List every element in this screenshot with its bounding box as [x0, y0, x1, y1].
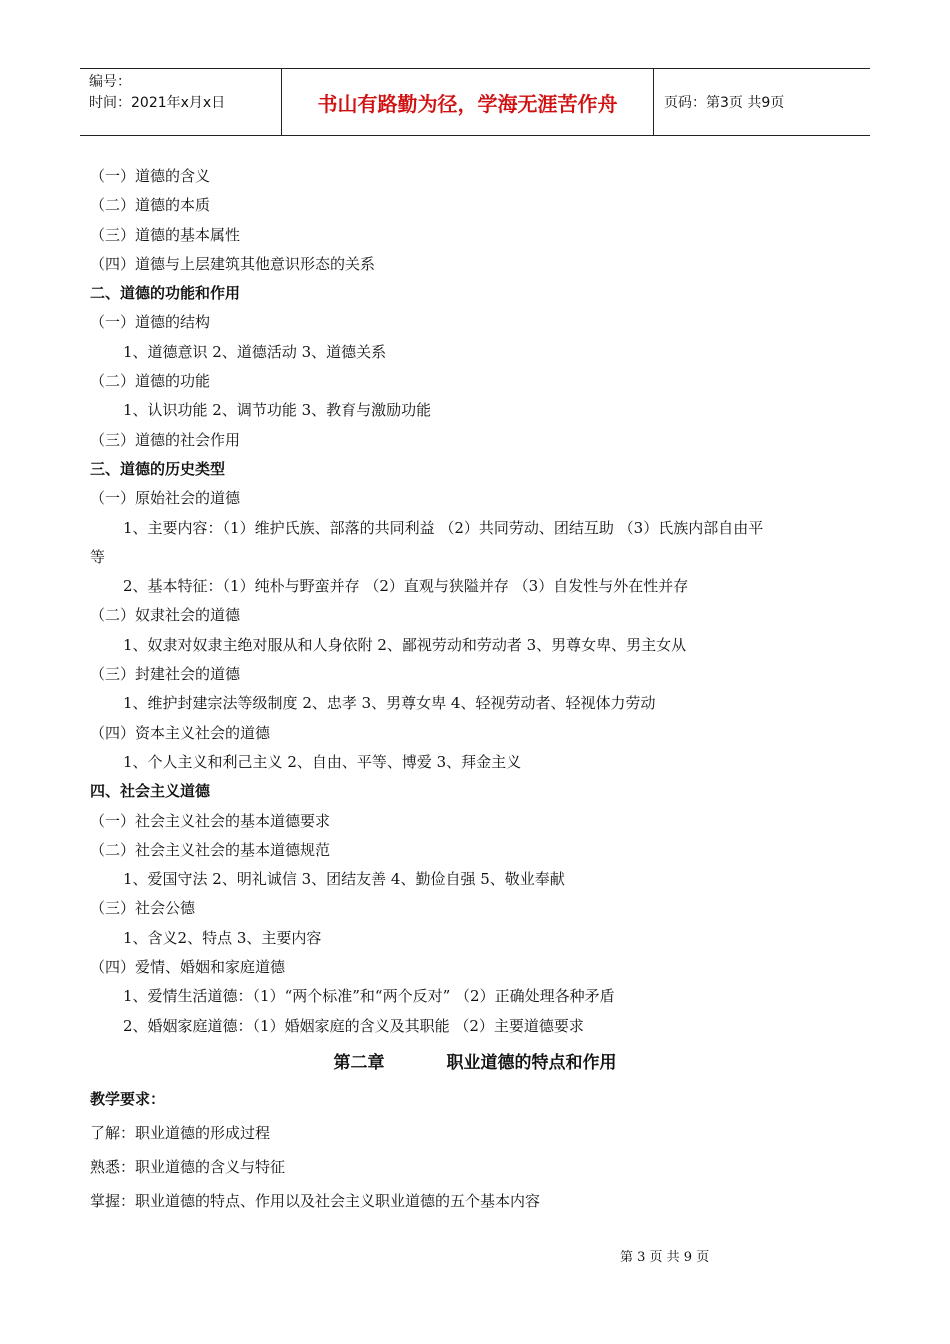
section-heading: 三、道德的历史类型 — [90, 459, 226, 478]
outline-line: （四）道德与上层建筑其他意识形态的关系 — [90, 254, 376, 273]
doc-number-label: 编号： — [89, 74, 131, 90]
outline-line: （三）道德的基本属性 — [90, 225, 241, 244]
outline-line: （二）奴隶社会的道德 — [90, 606, 241, 625]
outline-line: （二）道德的本质 — [90, 196, 211, 215]
outline-line: （四）爱情、婚姻和家庭道德 — [90, 958, 286, 977]
teaching-requirements — [90, 1082, 540, 1218]
outline-line: （二）道德的功能 — [90, 372, 211, 391]
teaching-familiar: 熟悉：职业道德的含义与特征 — [90, 1158, 286, 1176]
outline-line: （四）资本主义社会的道德 — [90, 723, 271, 742]
outline-line: 1、维护封建宗法等级制度 2、忠孝 3、男尊女卑 4、轻视劳动者、轻视体力劳动 — [123, 694, 656, 713]
teaching-master: 掌握：职业道德的特点、作用以及社会主义职业道德的五个基本内容 — [90, 1192, 541, 1210]
outline-line: 1、主要内容：（1）维护氏族、部落的共同利益 （2）共同劳动、团结互助 （3）氏族内部自由平 — [123, 518, 764, 537]
outline-line: 1、含义2、特点 3、主要内容 — [123, 928, 322, 947]
outline-line: （三）社会公德 — [90, 899, 196, 918]
doc-time-label: 时间：2021年x月x日 — [89, 95, 226, 111]
chapter-number: 第二章 — [333, 1053, 385, 1073]
outline-line: 1、认识功能 2、调节功能 3、教育与激励功能 — [123, 401, 432, 420]
chapter-title — [0, 1048, 950, 1073]
outline-line: 等 — [90, 547, 106, 566]
outline-line: （一）道德的含义 — [90, 167, 211, 185]
section-heading: 四、社会主义道德 — [90, 782, 211, 801]
outline-line: 2、基本特征：（1）纯朴与野蛮并存 （2）直观与狭隘并存 （3）自发性与外在性并存 — [123, 577, 689, 596]
header-left-cell — [80, 69, 282, 135]
header-table — [80, 68, 870, 136]
outline-line: （一）社会主义社会的基本道德要求 — [90, 811, 331, 830]
outline-line: （一）道德的结构 — [90, 313, 211, 332]
outline-line: （一）原始社会的道德 — [90, 489, 241, 508]
outline-line: 1、奴隶对奴隶主绝对服从和人身依附 2、鄙视劳动和劳动者 3、男尊女卑、男主女从 — [123, 635, 687, 654]
chapter-name: 职业道德的特点和作用 — [446, 1053, 617, 1073]
outline-line: （三）道德的社会作用 — [90, 430, 241, 449]
page-footer: 第 3 页 共 9 页 — [620, 1250, 710, 1265]
outline-line: （二）社会主义社会的基本道德规范 — [90, 840, 331, 859]
teaching-heading: 教学要求： — [90, 1090, 166, 1108]
header-page-label: 页码：第3页 共9页 — [664, 95, 785, 111]
outline-line: 2、婚姻家庭道德：（1）婚姻家庭的含义及其职能 （2）主要道德要求 — [123, 1016, 584, 1035]
outline-line: 1、道德意识 2、道德活动 3、道德关系 — [123, 342, 387, 361]
outline-content — [90, 162, 870, 1041]
outline-line: （三）封建社会的道德 — [90, 665, 241, 684]
section-heading: 二、道德的功能和作用 — [90, 284, 241, 303]
header-motto: 书山有路勤为径，学海无涯苦作舟 — [282, 69, 654, 135]
outline-line: 1、爱国守法 2、明礼诚信 3、团结友善 4、勤俭自强 5、敬业奉献 — [123, 870, 565, 889]
outline-line: 1、个人主义和利己主义 2、自由、平等、博爱 3、拜金主义 — [123, 752, 522, 771]
teaching-understand: 了解：职业道德的形成过程 — [90, 1124, 271, 1142]
outline-line: 1、爱情生活道德：（1）“两个标准”和“两个反对” （2）正确处理各种矛盾 — [123, 987, 615, 1006]
